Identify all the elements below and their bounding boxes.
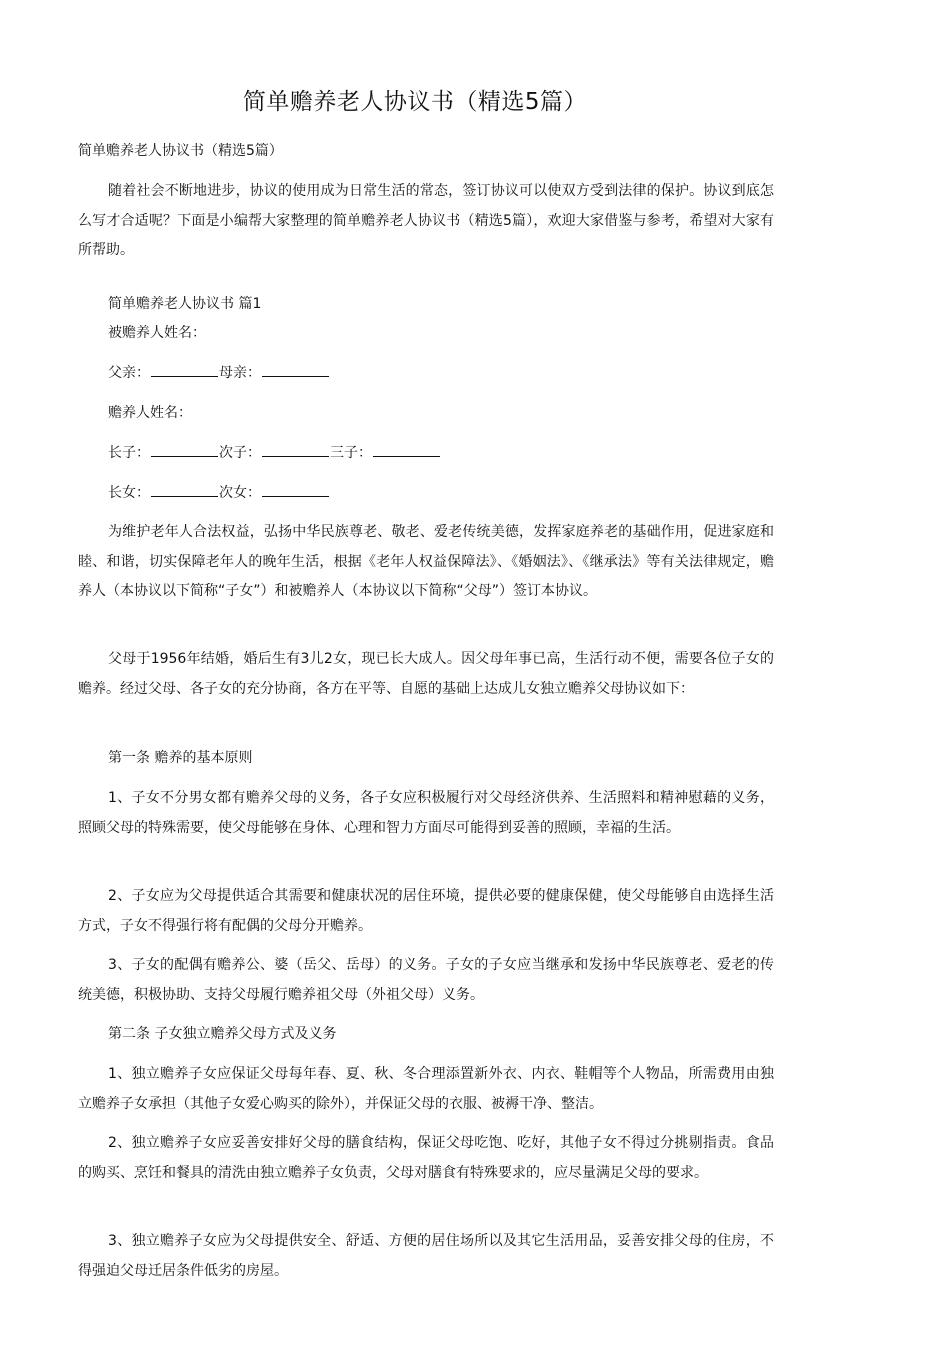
- article1-clause1: 1、子女不分男女都有赡养父母的义务，各子女应积极履行对父母经济供养、生活照料和精神慰藉的义务，照顾父母的特殊需要，使父母能够在身体、心理和智力方面尽可能得到妥善的照顾，幸福的生活。: [78, 790, 774, 836]
- supported-name-label: 被赡养人姓名：: [108, 325, 206, 341]
- mother-blank[interactable]: [262, 362, 329, 377]
- son2-label: 次子：: [219, 445, 261, 461]
- father-blank[interactable]: [151, 362, 218, 377]
- purpose-paragraph: 为维护老年人合法权益，弘扬中华民族尊老、敬老、爱老传统美德，发挥家庭养老的基础作用，促进家庭和睦、和谐，切实保障老年人的晚年生活，根据《老年人权益保障法》、《婚姻法》、《继承法》等有关法律规定，赡养人（本协议以下简称“子女”）和被赡养人（本协议以下简称“父母”）签订本协议。: [78, 524, 774, 599]
- article2-clause3: 3、独立赡养子女应为父母提供安全、舒适、方便的居住场所以及其它生活用品，妥善安排父母的住房，不得强迫父母迁居条件低劣的房屋。: [78, 1233, 774, 1279]
- father-label: 父亲：: [108, 365, 150, 381]
- document-title: 简单赡养老人协议书（精选5篇）: [242, 89, 588, 115]
- sons-line: [108, 442, 441, 464]
- article2-title: 第二条 子女独立赡养父母方式及义务: [108, 1026, 337, 1042]
- article2-clause1: 1、独立赡养子女应保证父母每年春、夏、秋、冬合理添置新外衣、内衣、鞋帽等个人物品，所需费用由独立赡养子女承担（其他子女爱心购买的除外），并保证父母的衣服、被褥干净、整洁。: [78, 1066, 774, 1112]
- son1-label: 长子：: [108, 445, 150, 461]
- son1-blank[interactable]: [151, 442, 218, 457]
- article1-title: 第一条 赡养的基本原则: [108, 750, 253, 766]
- supporter-name-label: 赡养人姓名：: [108, 405, 192, 421]
- parents-line: [108, 362, 330, 384]
- son3-label: 三子：: [330, 445, 372, 461]
- daughter1-blank[interactable]: [151, 482, 218, 497]
- article1-clause2: 2、子女应为父母提供适合其需要和健康状况的居住环境，提供必要的健康保健，使父母能够自由选择生活方式，子女不得强行将有配偶的父母分开赡养。: [78, 888, 774, 934]
- intro-paragraph: 随着社会不断地进步，协议的使用成为日常生活的常态，签订协议可以使双方受到法律的保护。协议到底怎么写才合适呢？下面是小编帮大家整理的简单赡养老人协议书（精选5篇），欢迎大家借鉴与参考，希望对大家有所帮助。: [78, 183, 774, 258]
- daughter2-label: 次女：: [219, 485, 261, 501]
- daughter1-label: 长女：: [108, 485, 150, 501]
- daughters-line: [108, 482, 330, 504]
- document-subtitle: 简单赡养老人协议书（精选5篇）: [78, 143, 283, 159]
- background-paragraph: 父母于1956年结婚，婚后生有3儿2女，现已长大成人。因父母年事已高，生活行动不便，需要各位子女的赡养。经过父母、各子女的充分协商，各方在平等、自愿的基础上达成儿女独立赡养父母协议如下：: [78, 651, 774, 697]
- son2-blank[interactable]: [262, 442, 329, 457]
- mother-label: 母亲：: [219, 365, 261, 381]
- son3-blank[interactable]: [373, 442, 440, 457]
- part1-heading: 简单赡养老人协议书 篇1: [108, 296, 262, 312]
- article1-clause3: 3、子女的配偶有赡养公、婆（岳父、岳母）的义务。子女的子女应当继承和发扬中华民族尊老、爱老的传统美德，积极协助、支持父母履行赡养祖父母（外祖父母）义务。: [78, 957, 774, 1003]
- daughter2-blank[interactable]: [262, 482, 329, 497]
- article2-clause2: 2、独立赡养子女应妥善安排好父母的膳食结构，保证父母吃饱、吃好，其他子女不得过分挑剔指责。食品的购买、烹饪和餐具的清洗由独立赡养子女负责，父母对膳食有特殊要求的，应尽量满足父母的要求。: [78, 1135, 774, 1181]
